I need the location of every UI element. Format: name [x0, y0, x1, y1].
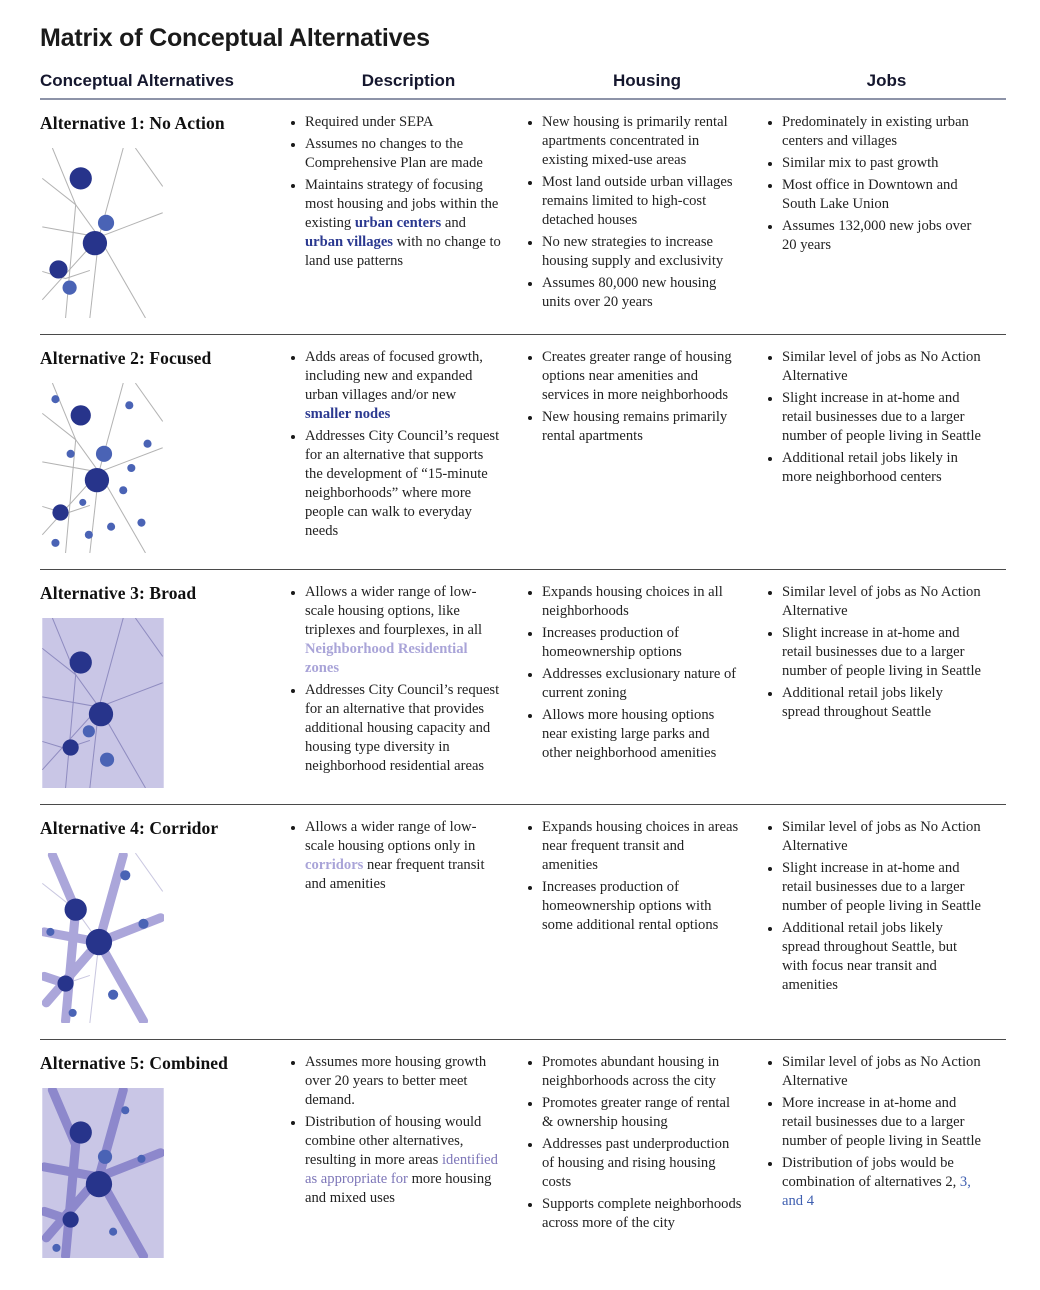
bullet-text: with no change to land use patterns — [305, 233, 501, 269]
bullet-text: Allows more housing options near existing large parks and other neighborhood amenities — [542, 706, 717, 761]
bullet-text: Slight increase in at-home and retail businesses due to a larger number of people living in Seattle — [782, 859, 981, 914]
bullet-text: Creates greater range of housing options near amenities and services in more neighborhoods — [542, 349, 732, 403]
matrix-row-3 — [40, 570, 1006, 805]
alternative-cell — [40, 1053, 290, 1264]
bullet-item — [782, 1154, 982, 1211]
matrix-header-row — [40, 71, 1006, 100]
bullet-text: Maintains strategy of focusing most housing and jobs within the existing — [305, 176, 499, 231]
description-bullet-list — [290, 818, 503, 894]
bullet-text: Similar mix to past growth — [782, 154, 939, 171]
bullet-text: Most land outside urban villages remains limited to high-cost detached houses — [542, 173, 733, 228]
housing-bullet-list — [527, 348, 743, 446]
bullet-item — [305, 427, 503, 541]
bullet-text: New housing remains primarily rental apartments — [542, 408, 728, 444]
bullet-text: Slight increase in at-home and retail businesses due to a larger number of people living in Seattle — [782, 389, 981, 444]
jobs-bullet-list — [767, 583, 982, 722]
bullet-item — [782, 859, 982, 916]
bullet-item — [542, 878, 743, 935]
highlighted-term: urban villages — [305, 233, 393, 250]
bullet-item — [305, 1053, 503, 1110]
map-focused — [42, 383, 164, 553]
bullet-item — [305, 583, 503, 678]
alternative-title: Alternative 1: No Action — [40, 113, 225, 133]
matrix-rows — [40, 100, 1006, 1280]
bullet-item — [782, 449, 982, 487]
bullet-item — [305, 135, 503, 173]
bullet-text: Assumes 80,000 new housing units over 20 years — [542, 274, 717, 310]
bullet-item — [542, 274, 743, 312]
bullet-item — [542, 624, 743, 662]
bullet-text: Expands housing choices in areas near frequent transit and amenities — [542, 819, 739, 873]
bullet-text: near frequent transit and amenities — [305, 856, 485, 892]
bullet-text: Promotes abundant housing in neighborhoods across the city — [542, 1054, 720, 1089]
highlighted-term: urban centers — [354, 214, 442, 231]
bullet-item — [305, 348, 503, 424]
jobs-bullet-list — [767, 348, 982, 487]
bullet-item — [782, 217, 982, 255]
map-no-action — [42, 148, 164, 318]
bullet-item — [542, 1195, 743, 1233]
description-cell — [290, 818, 527, 1023]
jobs-cell — [767, 113, 1006, 318]
description-cell — [290, 1053, 527, 1264]
alternative-title: Alternative 3: Broad — [40, 583, 197, 603]
bullet-item — [782, 154, 982, 173]
bullet-item — [305, 113, 503, 132]
description-cell — [290, 348, 527, 553]
bullet-item — [542, 1053, 743, 1091]
bullet-text: Assumes 132,000 new jobs over 20 years — [782, 217, 972, 253]
housing-bullet-list — [527, 818, 743, 935]
matrix-row-5 — [40, 1040, 1006, 1280]
highlighted-term: smaller nodes — [305, 405, 391, 422]
bullet-text: Additional retail jobs likely spread throughout Seattle — [782, 684, 943, 720]
housing-bullet-list — [527, 113, 743, 312]
bullet-item — [542, 348, 743, 405]
bullet-text: Distribution of jobs would be combination of alternatives 2, — [782, 1154, 960, 1190]
highlighted-term: corridors — [305, 856, 364, 873]
bullet-text: and — [441, 214, 466, 231]
bullet-item — [305, 818, 503, 894]
bullet-item — [542, 583, 743, 621]
bullet-text: Adds areas of focused growth, including new and expanded urban villages and/or new — [305, 349, 483, 403]
bullet-text: Additional retail jobs likely spread throughout Seattle, but with focus near transit and amenities — [782, 919, 958, 993]
bullet-text: Similar level of jobs as No Action Alternative — [782, 1054, 981, 1089]
bullet-item — [782, 624, 982, 681]
bullet-text: New housing is primarily rental apartments concentrated in existing mixed-use areas — [542, 114, 728, 168]
bullet-item — [782, 113, 982, 151]
alternative-title: Alternative 5: Combined — [40, 1053, 228, 1073]
housing-bullet-list — [527, 583, 743, 763]
page-title: Matrix of Conceptual Alternatives — [40, 24, 430, 52]
housing-cell — [527, 583, 767, 788]
housing-cell — [527, 1053, 767, 1264]
alternative-title: Alternative 2: Focused — [40, 348, 212, 368]
bullet-item — [542, 173, 743, 230]
description-bullet-list — [290, 583, 503, 776]
bullet-text: Allows a wider range of low-scale housing options only in — [305, 819, 477, 854]
bullet-item — [542, 706, 743, 763]
bullet-item — [782, 1094, 982, 1151]
bullet-text: Addresses exclusionary nature of current zoning — [542, 665, 737, 701]
jobs-bullet-list — [767, 1053, 982, 1211]
highlighted-term: 3, and 4 — [782, 1173, 971, 1209]
bullet-text: Increases production of homeownership options with some additional rental options — [542, 878, 719, 933]
bullet-item — [542, 408, 743, 446]
header-jobs: Jobs — [866, 71, 907, 90]
bullet-text: Assumes no changes to the Comprehensive Plan are made — [305, 135, 483, 171]
jobs-bullet-list — [767, 113, 982, 255]
bullet-text: Most office in Downtown and South Lake Union — [782, 176, 958, 212]
bullet-item — [305, 176, 503, 271]
bullet-item — [542, 233, 743, 271]
matrix-row-4 — [40, 805, 1006, 1040]
housing-cell — [527, 818, 767, 1023]
bullet-text: Required under SEPA — [305, 114, 434, 130]
jobs-cell — [767, 348, 1006, 553]
bullet-text: Similar level of jobs as No Action Alternative — [782, 819, 981, 854]
description-bullet-list — [290, 1053, 503, 1208]
bullet-text: Similar level of jobs as No Action Alternative — [782, 349, 981, 384]
bullet-item — [305, 681, 503, 776]
header-description: Description — [361, 71, 456, 90]
matrix-row-2 — [40, 335, 1006, 570]
header-conceptual-alternatives: Conceptual Alternatives — [40, 71, 234, 90]
description-cell — [290, 583, 527, 788]
map-corridor — [42, 853, 164, 1023]
bullet-item — [542, 1094, 743, 1132]
description-bullet-list — [290, 348, 503, 541]
bullet-text: Addresses past underproduction of housing and rising housing costs — [542, 1135, 730, 1190]
alternative-cell — [40, 583, 290, 788]
jobs-cell — [767, 1053, 1006, 1264]
highlighted-term: Neighborhood Residential zones — [305, 640, 468, 676]
bullet-text: Increases production of homeownership options — [542, 624, 682, 660]
description-cell — [290, 113, 527, 318]
bullet-item — [542, 1135, 743, 1192]
bullet-item — [542, 665, 743, 703]
housing-cell — [527, 348, 767, 553]
matrix-row-1 — [40, 100, 1006, 335]
description-bullet-list — [290, 113, 503, 271]
bullet-item — [782, 919, 982, 995]
jobs-bullet-list — [767, 818, 982, 995]
header-housing: Housing — [613, 71, 681, 90]
alternative-cell — [40, 348, 290, 553]
bullet-item — [542, 113, 743, 170]
bullet-text: Expands housing choices in all neighborhoods — [542, 584, 723, 619]
bullet-text: Additional retail jobs likely in more neighborhood centers — [782, 449, 958, 485]
bullet-text: Predominately in existing urban centers and villages — [782, 114, 969, 149]
alternative-cell — [40, 818, 290, 1023]
highlighted-term: identified as appropriate for — [305, 1151, 498, 1187]
bullet-text: more housing and mixed uses — [305, 1170, 492, 1206]
bullet-text: Similar level of jobs as No Action Alternative — [782, 584, 981, 619]
jobs-cell — [767, 818, 1006, 1023]
bullet-item — [782, 583, 982, 621]
map-combined — [42, 1088, 164, 1258]
bullet-text: Slight increase in at-home and retail businesses due to a larger number of people living in Seattle — [782, 624, 981, 679]
bullet-item — [782, 389, 982, 446]
housing-cell — [527, 113, 767, 318]
bullet-text: Allows a wider range of low-scale housing options, like triplexes and fourplexes, in all — [305, 584, 483, 638]
bullet-item — [782, 1053, 982, 1091]
bullet-text: Assumes more housing growth over 20 years to better meet demand. — [305, 1054, 487, 1108]
bullet-text: No new strategies to increase housing supply and exclusivity — [542, 233, 724, 269]
housing-bullet-list — [527, 1053, 743, 1233]
bullet-text: Addresses City Council’s request for an alternative that provides additional housing capacity and housing type diversity in neighborhood residential areas — [305, 681, 500, 774]
jobs-cell — [767, 583, 1006, 788]
bullet-item — [782, 818, 982, 856]
bullet-text: Distribution of housing would combine other alternatives, resulting in more areas — [305, 1113, 482, 1168]
bullet-item — [305, 1113, 503, 1208]
bullet-item — [782, 684, 982, 722]
map-broad — [42, 618, 164, 788]
bullet-item — [782, 348, 982, 386]
bullet-text: Addresses City Council’s request for an alternative that supports the development of “15-minute neighborhoods” where more people can walk to everyday needs — [305, 427, 500, 539]
bullet-text: More increase in at-home and retail businesses due to a larger number of people living in Seattle — [782, 1094, 981, 1149]
bullet-text: Supports complete neighborhoods across more of the city — [542, 1195, 742, 1231]
bullet-text: Promotes greater range of rental & ownership housing — [542, 1094, 731, 1130]
alternative-cell — [40, 113, 290, 318]
alternative-title: Alternative 4: Corridor — [40, 818, 219, 838]
bullet-item — [782, 176, 982, 214]
bullet-item — [542, 818, 743, 875]
